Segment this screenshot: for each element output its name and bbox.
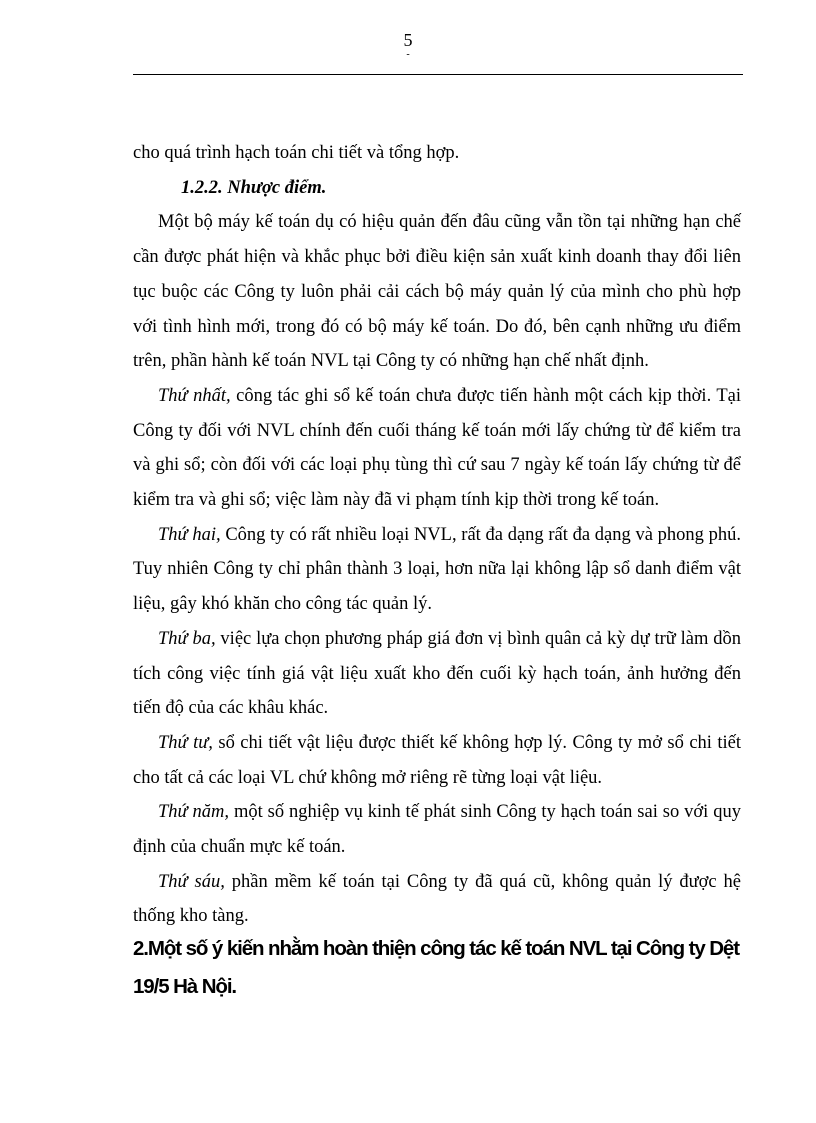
page-number: 5 <box>403 30 413 50</box>
point-text: Công ty có rất nhiều loại NVL, rất đa dạng rất đa dạng và phong phú. Tuy nhiên Công ty chỉ phân thành 3 loại, hơn nữa lại không lập sổ danh điểm vật liệu, gây khó khăn cho công tác quản lý. <box>133 524 741 615</box>
body-text <box>133 136 741 934</box>
continuation-paragraph: cho quá trình hạch toán chi tiết và tổng hợp. <box>133 143 460 163</box>
page-number-dash: - <box>406 49 410 60</box>
point-paragraph <box>133 379 741 518</box>
intro-paragraph: Một bộ máy kế toán dụ có hiệu quản đến đâu cũng vẫn tồn tại những hạn chế cần được phát hiện và khắc phục bởi điều kiện sản xuất kinh doanh thay đổi liên tục buộc các Công ty luôn phải cải cách bộ máy quản lý của mình cho phù hợp với tình hình mới, trong đó có bộ máy kế toán. Do đó, bên cạnh những ưu điểm trên, phần hành kế toán NVL tại Công ty có những hạn chế nhất định. <box>133 212 741 372</box>
point-paragraph <box>133 518 741 622</box>
point-lead: Thứ sáu, <box>158 871 225 892</box>
point-paragraph <box>133 865 741 934</box>
point-lead: Thứ ba, <box>158 628 216 649</box>
section-heading: 2.Một số ý kiến nhằm hoàn thiện công tác kế toán NVL tại Công ty Dệt 19/5 Hà Nội. <box>133 937 739 998</box>
point-text: việc lựa chọn phương pháp giá đơn vị bình quân cả kỳ dự trữ làm dồn tích công việc tính giá vật liệu xuất kho đến cuối kỳ hạch toán, ảnh hưởng đến tiến độ của các khâu khác. <box>133 628 741 719</box>
point-text: phần mềm kế toán tại Công ty đã quá cũ, không quản lý được hệ thống kho tàng. <box>133 871 741 927</box>
point-paragraph <box>133 726 741 795</box>
point-text: sổ chi tiết vật liệu được thiết kế không hợp lý. Công ty mở sổ chi tiết cho tất cả các loại VL chứ không mở riêng rẽ từng loại vật liệu. <box>133 732 741 788</box>
point-lead: Thứ hai, <box>158 524 221 545</box>
point-paragraph <box>133 622 741 726</box>
point-lead: Thứ nhất, <box>158 385 231 406</box>
point-lead: Thứ năm, <box>158 802 230 823</box>
point-lead: Thứ tư, <box>158 732 213 753</box>
subheading: 1.2.2. Nhược điểm. <box>181 177 327 198</box>
point-paragraph <box>133 795 741 864</box>
point-text: một số nghiệp vụ kinh tế phát sinh Công ty hạch toán sai so với quy định của chuẩn mực kế toán. <box>133 802 741 858</box>
header-rule <box>133 74 743 75</box>
point-text: công tác ghi sổ kế toán chưa được tiến hành một cách kịp thời. Tại Công ty đối với NVL chính đến cuối tháng kế toán mới lấy chứng từ để kiểm tra và ghi sổ; còn đối với các loại phụ tùng thì cứ sau 7 ngày kế toán lấy chứng từ để kiểm tra và ghi sổ; việc làm này đã vi phạm tính kịp thời trong kế toán. <box>133 385 741 511</box>
